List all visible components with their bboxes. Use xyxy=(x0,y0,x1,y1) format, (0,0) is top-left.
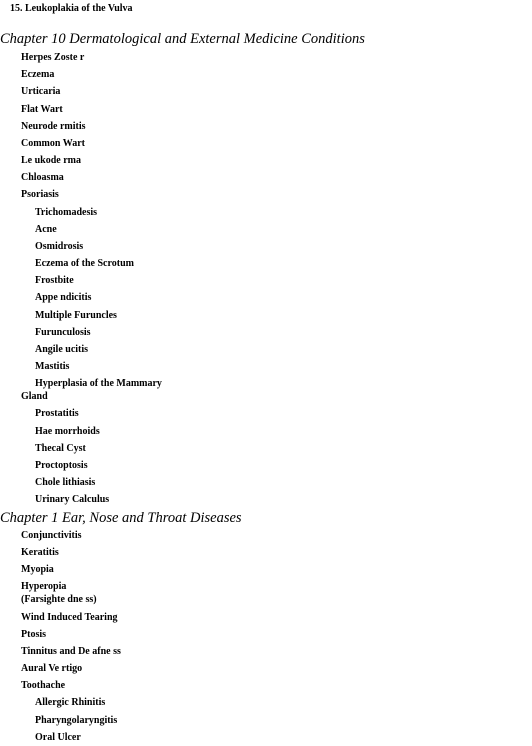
chapter-heading: Chapter 1 Ear, Nose and Throat Diseases xyxy=(0,510,242,526)
list-item: Myopia xyxy=(21,564,54,575)
list-subitem: Oral Ulcer xyxy=(35,732,81,743)
list-item: Herpes Zoste r xyxy=(21,52,85,63)
list-item: Chloasma xyxy=(21,172,64,183)
list-item: Hyperopia xyxy=(21,581,67,592)
list-subitem: Hyperplasia of the Mammary xyxy=(35,378,162,389)
list-subitem: Chole lithiasis xyxy=(35,477,96,488)
list-item: Aural Ve rtigo xyxy=(21,663,83,674)
list-item: Neurode rmitis xyxy=(21,121,86,132)
list-subitem: Thecal Cyst xyxy=(35,443,86,454)
list-subitem: Eczema of the Scrotum xyxy=(35,258,134,269)
list-item: Conjunctivitis xyxy=(21,530,82,541)
list-item: Toothache xyxy=(21,680,66,691)
list-subitem: Osmidrosis xyxy=(35,241,84,252)
list-item: Urticaria xyxy=(21,86,61,97)
list-item: Ptosis xyxy=(21,629,46,640)
list-subitem: Pharyngolaryngitis xyxy=(35,715,118,726)
list-subitem: Acne xyxy=(35,224,57,235)
list-item: Psoriasis xyxy=(21,189,59,200)
list-subitem: Angile ucitis xyxy=(35,344,89,355)
list-subitem: Multiple Furuncles xyxy=(35,310,117,321)
list-subitem: Allergic Rhinitis xyxy=(35,697,106,708)
list-subitem: Hae morrhoids xyxy=(35,426,100,437)
list-subitem: Appe ndicitis xyxy=(35,292,92,303)
list-item: Keratitis xyxy=(21,547,59,558)
list-item: Le ukode rma xyxy=(21,155,81,166)
list-item: Common Wart xyxy=(21,138,85,149)
list-item: Flat Wart xyxy=(21,104,63,115)
list-subitem: Urinary Calculus xyxy=(35,494,110,505)
list-subitem: Furunculosis xyxy=(35,327,91,338)
list-item: Wind Induced Tearing xyxy=(21,612,118,623)
list-subitem: Mastitis xyxy=(35,361,70,372)
list-subitem: Trichomadesis xyxy=(35,207,98,218)
list-item: Eczema xyxy=(21,69,55,80)
list-subitem: Proctoptosis xyxy=(35,460,88,471)
list-subitem: Frostbite xyxy=(35,275,74,286)
list-subitem: Prostatitis xyxy=(35,408,79,419)
list-item: (Farsighte dne ss) xyxy=(21,594,97,605)
list-item: Tinnitus and De afne ss xyxy=(21,646,121,657)
chapter-heading: Chapter 10 Dermatological and External Medicine Conditions xyxy=(0,31,365,47)
list-item: Gland xyxy=(21,391,48,402)
list-item: 15. Leukoplakia of the Vulva xyxy=(10,3,133,14)
